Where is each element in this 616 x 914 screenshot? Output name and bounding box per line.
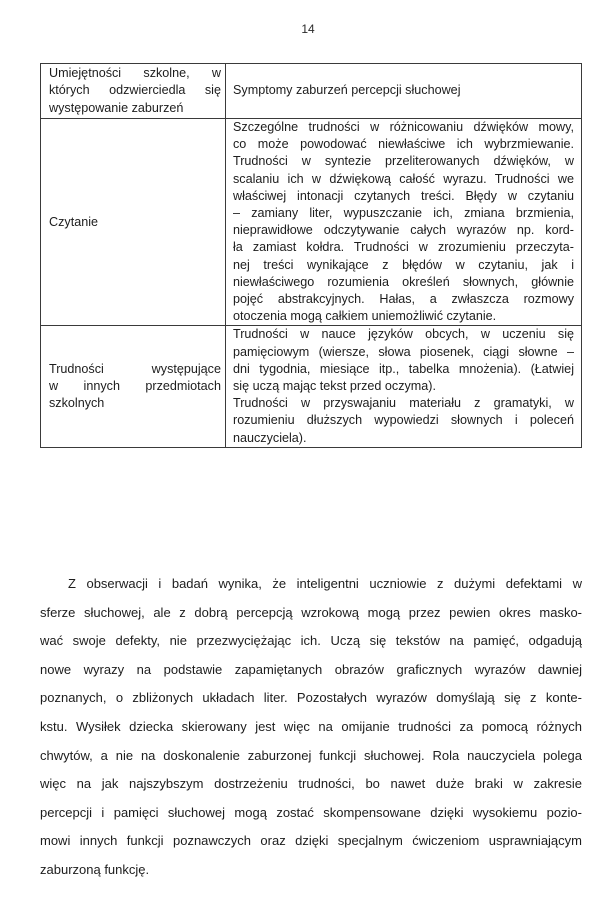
page-number: 14 (301, 22, 315, 36)
symptom-line: otoczenia mogą całkiem uniemożliwić czytanie. (233, 309, 497, 324)
symptom-line: Trudności w nauce języków obcych, w uczeniu się (233, 327, 574, 342)
symptom-line: pamięciowym (wiersze, słowa piosenek, ciągi słowne – (233, 344, 574, 359)
symptom-line: rozumieniu dłuższych wypowiedzi słownych i poleceń (233, 413, 574, 428)
paragraph-line: Z obserwacji i badań wynika, że inteligentni uczniowie z dużymi defektami w (68, 576, 582, 591)
symptom-line: niewłaściwego rozumienia określeń słownych, głównie (233, 274, 574, 289)
symptom-line: pojęć abstrakcyjnych. Hałas, a zwłaszcza rozmowy (233, 292, 574, 307)
symptoms-table (40, 63, 582, 448)
symptom-line: nauczyciela). (233, 430, 307, 445)
symptom-line: ła zamiast kołdra. Trudności w zrozumieniu przeczyta- (233, 240, 574, 255)
skill-line: szkolnych (49, 396, 105, 411)
paragraph-line: kstu. Wysiłek dziecka skierowany jest więc na omijanie trudności za pomocą różnych (40, 718, 582, 734)
paragraph-line: wać swoje defekty, nie przezwyciężając ich. Uczą się tekstów na pamięć, odgadują (40, 633, 582, 649)
table-row (41, 119, 582, 326)
symptom-line: scalaniu ich w dźwiękową całość wyrazu. Trudności we (233, 171, 574, 186)
symptom-line: dni tygodnia, miesiące itp., tabelka mnożenia). (Łatwiej (233, 361, 574, 376)
symptom-line: nej treści wynikające z błędów w czytaniu, jak i (233, 257, 574, 272)
symptom-line: właściwej intonacji czytanych treści. Błędy w czytaniu (233, 188, 574, 203)
header-skills-line: których odzwierciedla się (49, 83, 221, 98)
paragraph-line: nowe wyrazy na podstawie zapamiętanych obrazów graficznych wyrazów dawniej (40, 661, 582, 677)
table-header-row (41, 64, 582, 119)
header-skills-line: występowanie zaburzeń (49, 100, 184, 115)
body-paragraph (40, 570, 582, 885)
skill-cell (41, 326, 226, 447)
paragraph-line: więc na jak najszybszym dostrzeżeniu trudności, bo nawet duże braki w zakresie (40, 776, 582, 792)
header-skills-line: Umiejętności szkolne, w (49, 66, 221, 81)
symptom-line: Szczególne trudności w różnicowaniu dźwięków mowy, (233, 120, 574, 134)
symptom-line: Trudności w syntezie przeliterowanych dźwięków, w (233, 154, 574, 169)
skill-cell: Czytanie (41, 119, 226, 326)
symptom-line: co może powodować niewłaściwe ich wybrzmiewanie. (233, 137, 574, 152)
header-symptoms-cell: Symptomy zaburzeń percepcji słuchowej (226, 64, 582, 119)
symptom-line: Trudności w przyswajaniu materiału z gramatyki, w (233, 396, 574, 411)
skill-line: w innych przedmiotach (49, 379, 221, 394)
symptom-cell (226, 326, 582, 447)
paragraph-line: percepcji i pamięci słuchowej mogą zostać skompensowane dzięki wysokiemu pozio- (40, 804, 582, 820)
header-skills-cell (41, 64, 226, 119)
paragraph-line: sferze słuchowej, ale z dobrą percepcją wzrokową mogą przez pewien okres masko- (40, 604, 582, 620)
paragraph-line: chwytów, a nie na doskonalenie zaburzonej funkcji słuchowej. Rola nauczyciela polega (40, 747, 582, 763)
paragraph-line: poznanych, o zbliżonych układach liter. Pozostałych wyrazów domyślają się z konte- (40, 690, 582, 706)
skill-line: Trudności występujące (49, 361, 221, 376)
symptom-line: się uczą mając tekst przed oczyma). (233, 379, 436, 394)
table-row (41, 326, 582, 447)
paragraph-line: mowi innych funkcji poznawczych oraz dzięki specjalnym ćwiczeniom usprawniającym (40, 833, 582, 849)
symptom-line: – zamiany liter, wypuszczanie ich, zmiana brzmienia, (233, 206, 574, 221)
symptom-line: nieprawidłowe odczytywanie całych wyrazów np. kord- (233, 223, 574, 238)
symptom-cell (226, 119, 582, 326)
paragraph-line: zaburzoną funkcję. (40, 861, 150, 877)
